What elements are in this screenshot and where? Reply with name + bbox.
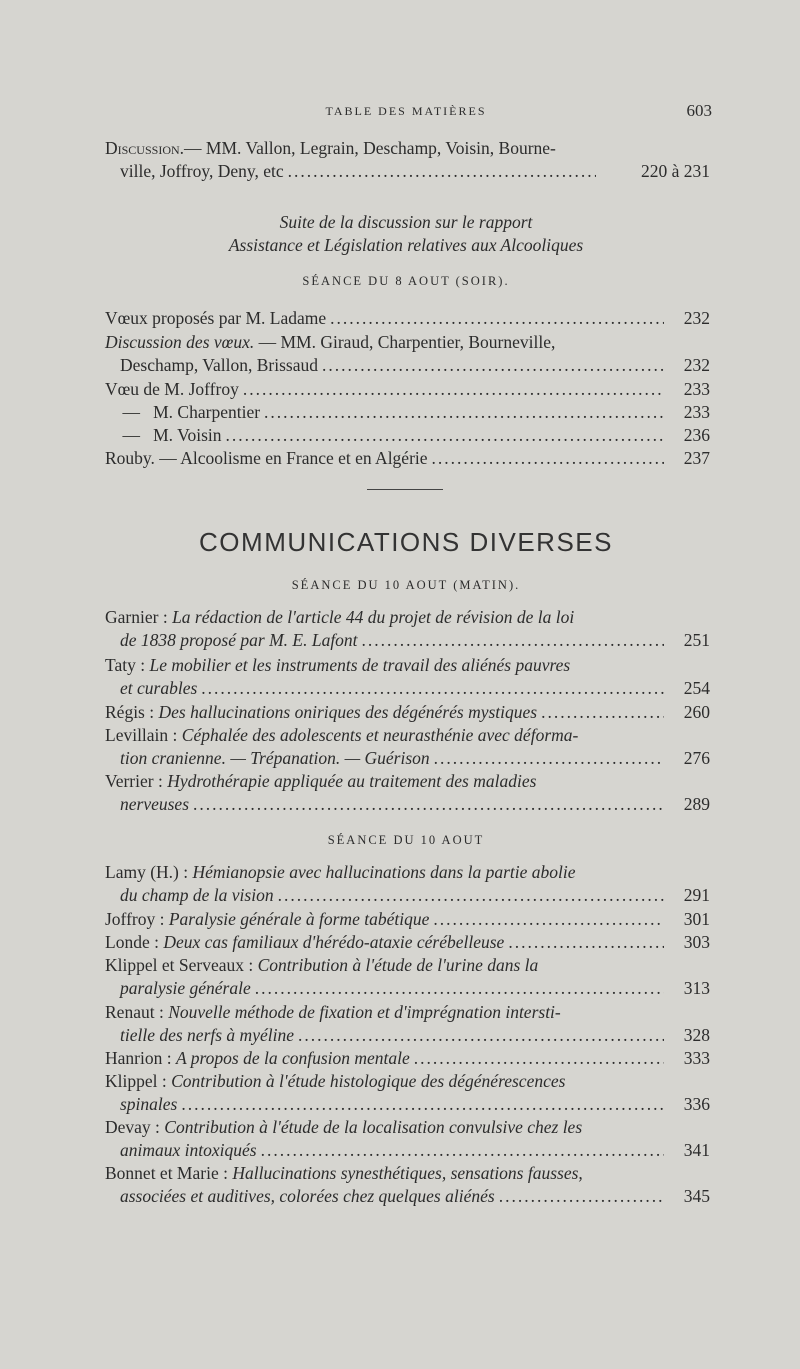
entry-title: Hydrothérapie appliquée au traitement des maladies [167, 771, 537, 791]
toc-entry [105, 654, 710, 700]
subtitle-line: Assistance et Législation relatives aux Alcooliques [228, 235, 584, 255]
entry-title: La rédaction de l'article 44 du projet de révision de la loi [172, 607, 575, 627]
entry-title: Discussion des vœux. [105, 332, 255, 352]
leader-dots [226, 424, 664, 447]
entry-title: Des hallucinations oniriques des dégénérés mystiques [158, 702, 538, 722]
entry-title: Contribution à l'étude de la localisation convulsive chez les [164, 1117, 583, 1137]
entry-author: Londe : [105, 932, 164, 952]
entry-text: Vœu de M. Joffroy [105, 379, 239, 399]
entry-title: animaux intoxiqués [120, 1140, 257, 1160]
toc-entry [105, 931, 710, 954]
entry-title: tielle des nerfs à myéline [120, 1025, 294, 1045]
entry-title: Paralysie générale à forme tabétique [168, 909, 430, 929]
entry-page: 236 [683, 425, 710, 445]
subtitle-line: Suite de la discussion sur le rapport [279, 212, 533, 232]
entry-text: ville, Joffroy, Deny, etc [120, 161, 284, 181]
leader-dots [298, 1024, 664, 1047]
entry-title: paralysie générale [120, 978, 251, 998]
entry-title: du champ de la vision [120, 885, 274, 905]
toc-entry [105, 606, 710, 652]
leader-dots [264, 401, 664, 424]
entry-author: Renaut : [105, 1002, 169, 1022]
entry-title: nerveuses [120, 794, 190, 814]
leader-dots [541, 701, 664, 724]
entry-title: A propos de la confusion mentale [175, 1048, 410, 1068]
entry-page: 233 [683, 379, 710, 399]
seance-heading: SÉANCE DU 8 AOUT (SOIR). [302, 274, 510, 288]
entry-page: 276 [683, 748, 710, 768]
toc-entry [105, 378, 710, 401]
toc-entry [105, 954, 710, 1000]
leader-dots [278, 884, 664, 907]
entry-author: Bonnet et Marie : [105, 1163, 233, 1183]
leader-dots [362, 629, 664, 652]
toc-entry [105, 908, 710, 931]
leader-dots [434, 747, 664, 770]
entry-author: Taty : [105, 655, 150, 675]
entry-text: — MM. Giraud, Charpentier, Bourneville, [254, 332, 556, 352]
leader-dots [322, 354, 664, 377]
entry-page: 254 [683, 678, 710, 698]
entry-page: 237 [683, 448, 710, 468]
toc-entry [105, 1162, 710, 1208]
page-number: 603 [686, 101, 712, 120]
toc-entry [105, 770, 710, 816]
leader-dots [201, 677, 664, 700]
toc-entry [105, 447, 710, 470]
entry-author: Klippel : [105, 1071, 172, 1091]
entry-page: 328 [683, 1025, 710, 1045]
leader-dots [193, 793, 664, 816]
toc-entry [105, 424, 710, 447]
entry-page: 289 [683, 794, 710, 814]
entry-title: associées et auditives, colorées chez quelques aliénés [120, 1186, 495, 1206]
leader-dots [288, 160, 596, 183]
entry-page: 303 [683, 932, 710, 952]
entry-title: Céphalée des adolescents et neurasthénie avec déforma- [181, 725, 579, 745]
leader-dots [261, 1139, 664, 1162]
entry-author: Verrier : [105, 771, 168, 791]
entry-title: Contribution à l'étude de l'urine dans la [257, 955, 539, 975]
entry-text: Rouby. — Alcoolisme en France et en Algérie [105, 448, 428, 468]
toc-entry [105, 401, 710, 424]
entry-title: tion cranienne. — Trépanation. — Guérison [120, 748, 430, 768]
entry-author: Joffroy : [105, 909, 169, 929]
leader-dots [433, 908, 664, 931]
entry-title: Nouvelle méthode de fixation et d'imprégnation intersti- [168, 1002, 561, 1022]
leader-dots [330, 307, 664, 330]
leader-dots [414, 1047, 664, 1070]
entry-page: 313 [683, 978, 710, 998]
entry-author: Levillain : [105, 725, 182, 745]
page-header [100, 101, 712, 128]
entry-page: 232 [683, 308, 710, 328]
entry-author: Klippel et Serveaux : [105, 955, 258, 975]
entry-page: 260 [683, 702, 710, 722]
entry-author: Hanrion : [105, 1048, 176, 1068]
seance-heading: SÉANCE DU 10 AOUT [327, 833, 485, 847]
leader-dots [255, 977, 664, 1000]
entry-page: 220 à 231 [640, 161, 710, 181]
entry-text: — M. Voisin [105, 425, 222, 445]
entry-page: 336 [683, 1094, 710, 1114]
entry-page: 232 [683, 355, 710, 375]
entry-title: de 1838 proposé par M. E. Lafont [120, 630, 358, 650]
entry-author: Lamy (H.) : [105, 862, 193, 882]
toc-entry [105, 307, 710, 330]
entry-page: 291 [683, 885, 710, 905]
toc-entry [105, 137, 710, 183]
leader-dots [181, 1093, 664, 1116]
entry-author: Devay : [105, 1117, 165, 1137]
entry-page: 341 [683, 1140, 710, 1160]
toc-entry [105, 701, 710, 724]
entry-text: — MM. Vallon, Legrain, Deschamp, Voisin, Bourne- [184, 138, 556, 158]
entry-title: Hallucinations synesthétiques, sensations fausses, [232, 1163, 583, 1183]
entry-label: Discussion. [105, 138, 185, 158]
seance-heading: SÉANCE DU 10 AOUT (MATIN). [291, 578, 521, 592]
entry-title: Hémianopsie avec hallucinations dans la partie abolie [192, 862, 576, 882]
section-divider [367, 489, 443, 490]
entry-text: Vœux proposés par M. Ladame [105, 308, 327, 328]
entry-page: 345 [683, 1186, 710, 1206]
entry-author: Garnier : [105, 607, 173, 627]
toc-entry [105, 331, 710, 377]
entry-title: Le mobilier et les instruments de travail des aliénés pauvres [149, 655, 571, 675]
entry-text: — M. Charpentier [105, 402, 261, 422]
entry-title: Contribution à l'étude histologique des dégénérescences [171, 1071, 566, 1091]
toc-entry [105, 1070, 710, 1116]
leader-dots [508, 931, 664, 954]
entry-page: 333 [683, 1048, 710, 1068]
entry-text: Deschamp, Vallon, Brissaud [120, 355, 318, 375]
toc-entry [105, 1001, 710, 1047]
leader-dots [243, 378, 664, 401]
leader-dots [432, 447, 664, 470]
entry-page: 301 [683, 909, 710, 929]
suite-heading [100, 211, 712, 257]
leader-dots [499, 1185, 664, 1208]
entry-author: Régis : [105, 702, 159, 722]
toc-entry [105, 1116, 710, 1162]
entry-title: et curables [120, 678, 198, 698]
running-head: TABLE DES MATIÈRES [325, 104, 487, 118]
entry-page: 233 [683, 402, 710, 422]
toc-entry [105, 861, 710, 907]
section-title: COMMUNICATIONS DIVERSES [199, 527, 613, 557]
entry-page: 251 [683, 630, 710, 650]
entry-title: spinales [120, 1094, 178, 1114]
entry-title: Deux cas familiaux d'hérédo-ataxie cérébelleuse [163, 932, 505, 952]
toc-entry [105, 1047, 710, 1070]
toc-entry [105, 724, 710, 770]
